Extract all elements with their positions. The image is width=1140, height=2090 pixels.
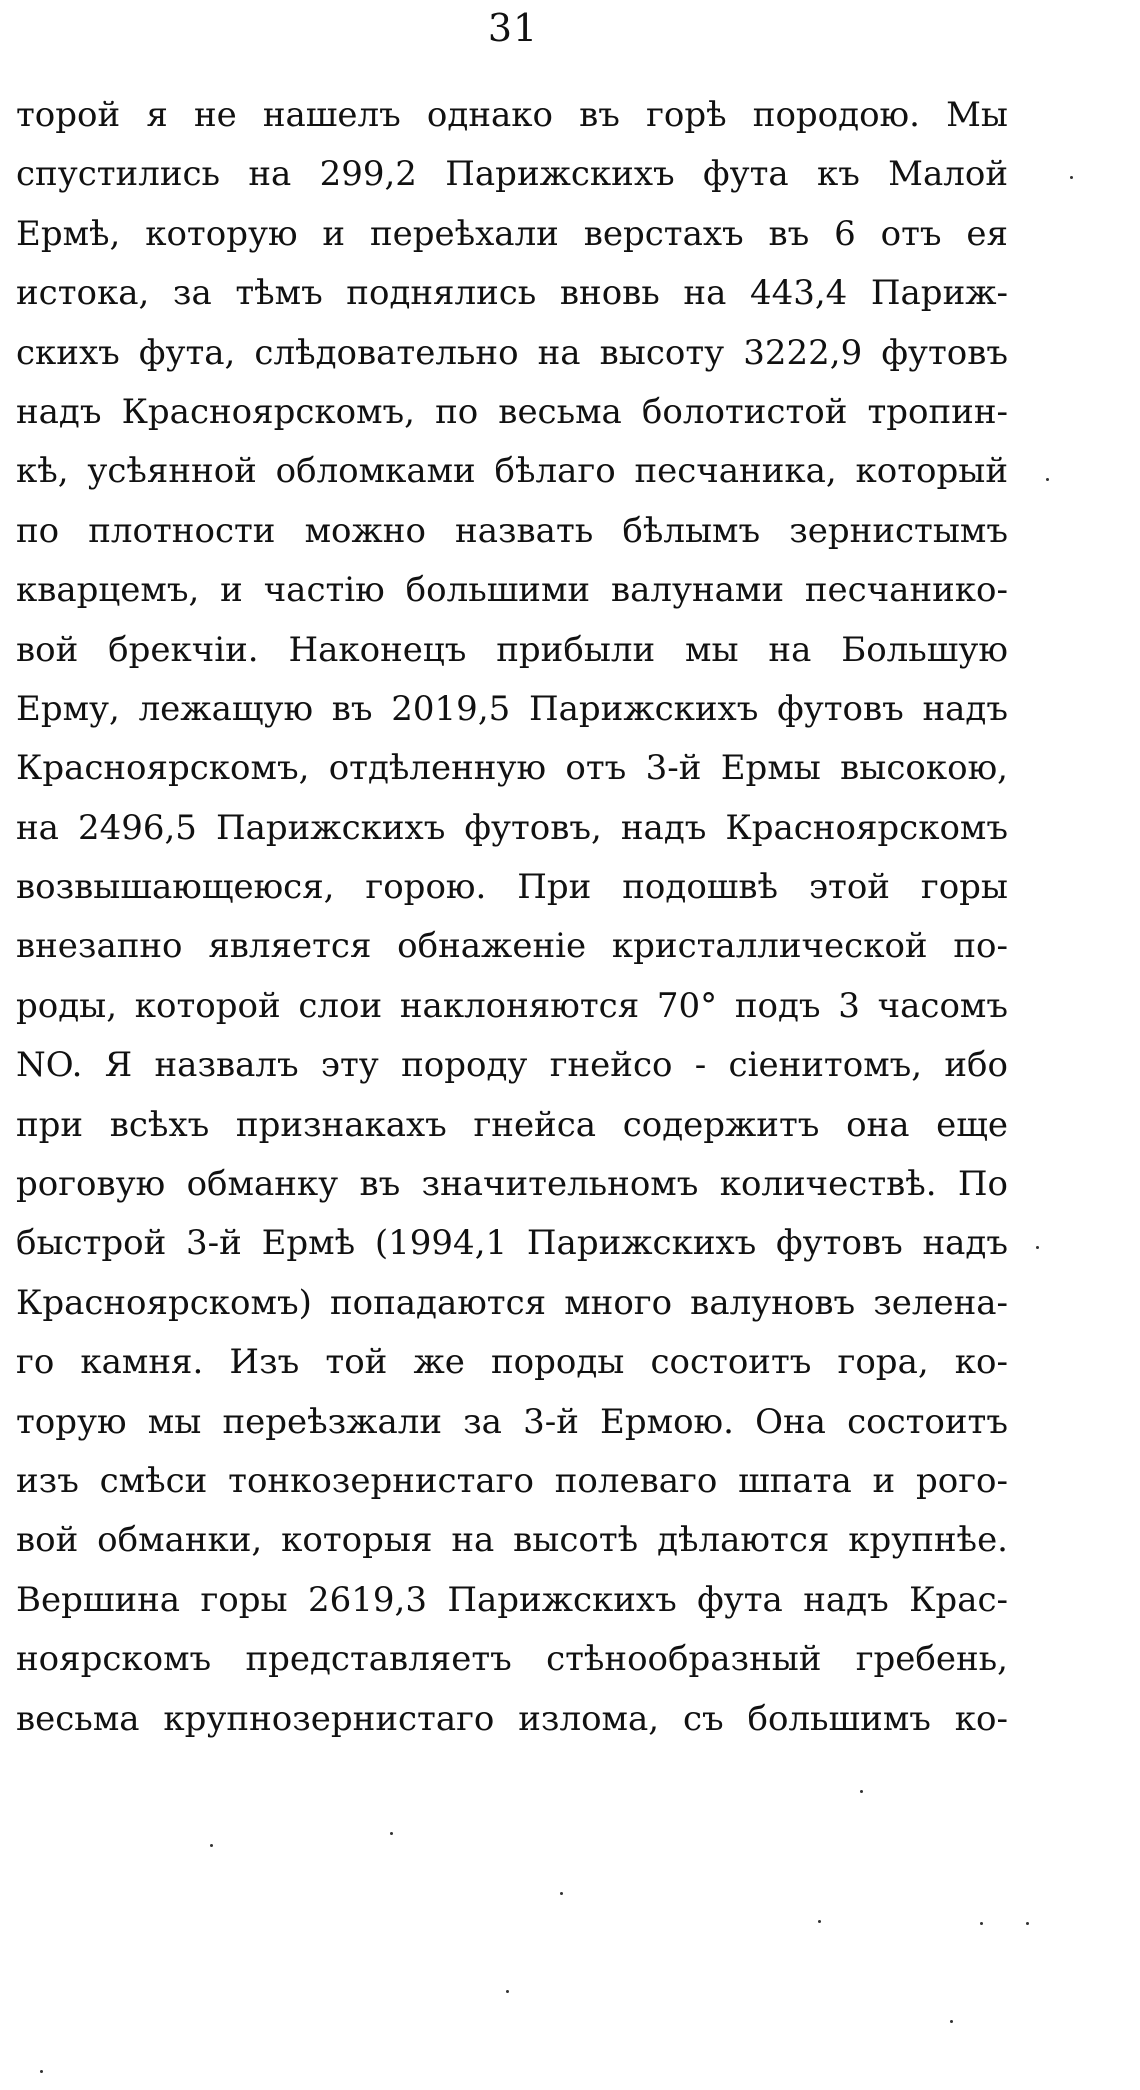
text-line: торой я не нашелъ однако въ горѣ породою. Мы xyxy=(16,95,1008,135)
text-line: Красноярскомъ, отдѣленную отъ 3-й Ермы высокою, xyxy=(16,748,1008,789)
text-line: кѣ, усѣянной обломками бѣлаго песчаника, который xyxy=(16,451,1008,492)
page-number: 31 xyxy=(487,6,539,50)
text-line: NO. Я назвалъ эту породу гнейсо - сіенитомъ, ибо xyxy=(16,1045,1008,1086)
scan-speck xyxy=(860,1790,863,1793)
text-line: возвышающеюся, горою. При подошвѣ этой горы xyxy=(16,867,1008,908)
scan-speck xyxy=(1070,176,1073,179)
scan-speck xyxy=(1046,478,1049,481)
text-line: спустились на 299,2 Парижскихъ фута къ Малой xyxy=(16,154,1008,195)
scan-speck xyxy=(1036,1246,1039,1249)
text-line: Вершина горы 2619,3 Парижскихъ фута надъ Крас- xyxy=(16,1579,1008,1620)
scan-speck xyxy=(390,1832,393,1835)
text-line: Ермѣ, которую и переѣхали верстахъ въ 6 отъ ея xyxy=(16,213,1008,254)
body-text xyxy=(16,86,1008,1749)
text-line: Ерму, лежащую въ 2019,5 Парижскихъ футовъ надъ xyxy=(16,688,1008,729)
text-line: по плотности можно назвать бѣлымъ зернистымъ xyxy=(16,510,1008,551)
text-line: надъ Красноярскомъ, по весьма болотистой тропин- xyxy=(16,391,1008,432)
text-line: торую мы переѣзжали за 3-й Ермою. Она состоитъ xyxy=(16,1401,1008,1442)
text-line: при всѣхъ признакахъ гнейса содержитъ она еще xyxy=(16,1104,1008,1145)
text-line: го камня. Изъ той же породы состоитъ гора, ко- xyxy=(16,1342,1008,1383)
text-line: истока, за тѣмъ поднялись вновь на 443,4 Париж- xyxy=(16,273,1008,314)
text-line: весьма крупнозернистаго излома, съ большимъ ко- xyxy=(16,1698,1008,1739)
scan-speck xyxy=(506,1990,509,1993)
text-line: внезапно является обнаженіе кристаллической по- xyxy=(16,926,1008,967)
text-line: вой обманки, которыя на высотѣ дѣлаются крупнѣе. xyxy=(16,1520,1008,1561)
scan-speck xyxy=(980,1922,983,1925)
scan-speck xyxy=(950,2020,953,2023)
scan-speck xyxy=(210,1844,213,1847)
text-line: кварцемъ, и частію большими валунами песчанико- xyxy=(16,570,1008,611)
text-line: на 2496,5 Парижскихъ футовъ, надъ Красноярскомъ xyxy=(16,807,1008,848)
scan-speck xyxy=(40,2070,43,2073)
text-line: быстрой 3-й Ермѣ (1994,1 Парижскихъ футовъ надъ xyxy=(16,1223,1008,1264)
text-line: ноярскомъ представляетъ стѣнообразный гребень, xyxy=(16,1639,1008,1680)
text-line: Красноярскомъ) попадаются много валуновъ зелена- xyxy=(16,1282,1008,1323)
text-line: вой брекчіи. Наконецъ прибыли мы на Большую xyxy=(16,629,1008,670)
text-line: роговую обманку въ значительномъ количествѣ. По xyxy=(16,1164,1008,1205)
scan-speck xyxy=(1026,1922,1029,1925)
text-line: изъ смѣси тонкозернистаго полеваго шпата и рого- xyxy=(16,1460,1008,1501)
scan-speck xyxy=(560,1892,563,1895)
scan-speck xyxy=(818,1920,821,1923)
text-line: роды, которой слои наклоняются 70° подъ 3 часомъ xyxy=(16,985,1008,1026)
text-line: скихъ фута, слѣдовательно на высоту 3222,9 футовъ xyxy=(16,332,1008,373)
